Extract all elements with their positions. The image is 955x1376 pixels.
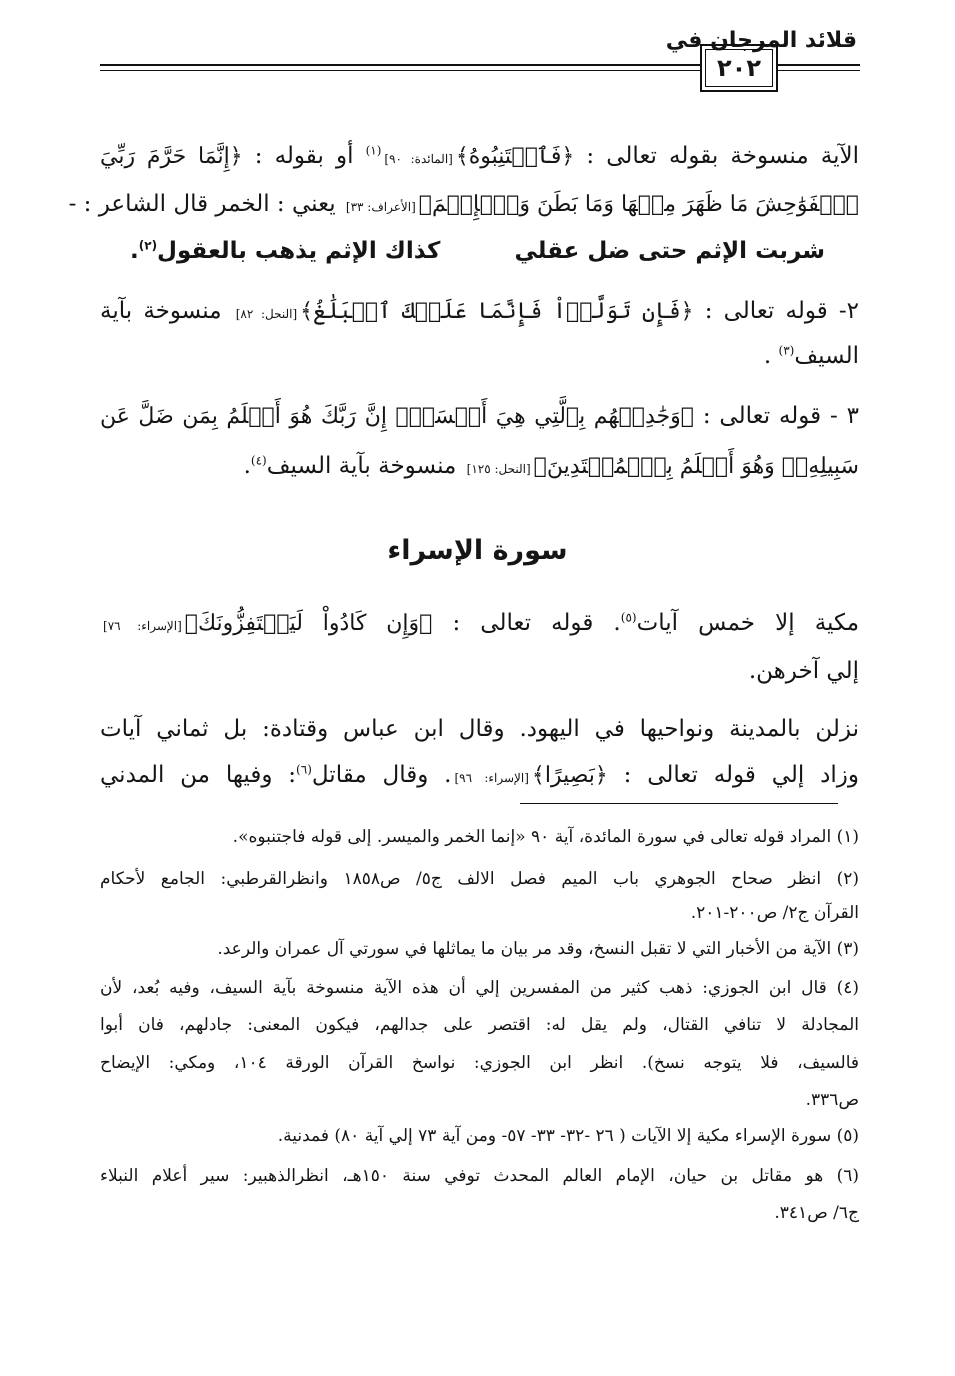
footnote-4-cont: فالسيف، فلا يتوجه نسخ). انظر ابن الجوزي: نواسخ القرآن الورقة ١٠٤، ومكي: الإيضاح	[100, 1053, 859, 1073]
text-run: الآية منسوخة بقوله تعالى :	[586, 143, 860, 169]
footnote-6-cont: ج٦/ ص٣٤١.	[774, 1203, 859, 1223]
page-number-box	[700, 44, 778, 92]
quran-quote: ٱلۡفَوَٰحِشَ مَا ظَهَرَ مِنۡهَا وَمَا بَطَنَ وَٱلۡإِثۡمَ﴾	[418, 192, 859, 217]
verse-reference: [النحل: ١٢٥]	[466, 462, 531, 476]
footnote-3: (٣) الآية من الأخبار التي لا تقبل النسخ، وقد مر بيان ما يماثلها في سورتي آل عمران والرعد.	[217, 939, 859, 959]
running-head-title: قلائد المرجان في	[665, 28, 857, 53]
text-line	[100, 612, 859, 635]
text-run: .	[243, 453, 251, 479]
text-line: إلي آخرهن.	[748, 658, 859, 684]
footnote-5: (٥) سورة الإسراء مكية إلا الآيات ( ٢٦ -٣٢- ٣٣- ٥٧- ومن آية ٧٣ إلي آية ٨٠) فمدنية.	[277, 1126, 859, 1146]
quran-quote: ﴿فَٱجۡتَنِبُوهُ﴾	[455, 144, 575, 169]
verse-reference: [الإسراء: ٧٦]	[103, 619, 182, 633]
hemistich-second	[130, 240, 440, 263]
text-run: ٣ - قوله تعالى :	[702, 403, 859, 429]
text-line	[68, 191, 859, 217]
text-run: منسوخة بآية السيف	[266, 453, 457, 479]
quran-quote: ﴿بَصِيرًا﴾	[531, 763, 608, 788]
footnote-marker: (٦)	[296, 762, 312, 777]
text-run: أو بقوله :	[254, 143, 354, 169]
text-line	[100, 764, 859, 787]
text-run: ٢- قوله تعالى :	[704, 298, 860, 324]
footnote-marker: (١)	[365, 143, 382, 158]
footnote-4: (٤) قال ابن الجوزي: ذهب كثير من المفسرين إلي أن هذه الآية منسوخة بآية السيف، وفيه بُعد، لأن	[100, 978, 859, 998]
text-run: .	[763, 343, 779, 369]
text-line	[100, 145, 859, 168]
footnote-2: (٢) انظر صحاح الجوهري باب الميم فصل الالف ج٥/ ص١٨٥٨ وانظرالقرطبي: الجامع لأحكام	[100, 869, 860, 889]
text-run: وزاد إلي قوله تعالى :	[623, 762, 859, 788]
text-line: نزلن بالمدينة ونواحيها في اليهود. وقال ابن عباس وقتادة: بل ثماني آيات	[100, 716, 859, 742]
footnote-marker: (٥)	[620, 610, 637, 625]
hemistich-first: شربت الإثم حتى ضل عقلي	[514, 238, 825, 264]
text-run: منسوخة بآية	[100, 298, 222, 324]
footnote-4-cont: ص٣٣٦.	[805, 1090, 859, 1110]
text-run: .	[130, 238, 139, 264]
text-run: مكية إلا خمس آيات	[636, 610, 860, 636]
quran-quote: ﴿إِنَّمَا حَرَّمَ رَبِّيَ	[100, 144, 243, 169]
footnote-marker: (٤)	[250, 453, 267, 468]
footnote-separator	[520, 803, 838, 804]
text-line	[100, 300, 859, 323]
text-run: . وقال مقاتل	[311, 762, 452, 788]
verse-reference: [المائدة: ٩٠]	[384, 152, 453, 166]
text-line	[100, 405, 859, 428]
quran-quote: ﴿فَإِن تَوَلَّوۡاْ فَإِنَّمَا عَلَيۡكَ ٱلۡبَلَٰغُ﴾	[300, 299, 694, 324]
verse-reference: [النحل: ٨٢]	[235, 307, 298, 321]
text-run: كذاك الإثم يذهب بالعقول	[157, 238, 441, 264]
footnote-marker: (٢)	[138, 238, 158, 253]
footnote-1: (١) المراد قوله تعالى في سورة المائدة، آية ٩٠ «إنما الخمر والميسر. إلى قوله فاجتنبوه».	[232, 827, 859, 847]
header-rule	[100, 64, 700, 66]
text-line	[100, 345, 859, 368]
footnote-marker: (٣)	[778, 343, 795, 358]
header-rule-right	[778, 64, 860, 66]
quran-quote: ﴿وَجَٰدِلۡهُم بِٱلَّتِي هِيَ أَحۡسَنُۚ إِنَّ رَبَّكَ هُوَ أَعۡلَمُ بِمَن ضَلَّ عَن	[100, 404, 694, 429]
verse-reference: [الأعراف: ٣٣]	[345, 200, 416, 214]
header-rule-thin	[100, 70, 700, 71]
text-run: . قوله تعالى :	[452, 610, 621, 636]
text-run: يعني : الخمر قال الشاعر : -	[68, 191, 336, 217]
page-number: ٢٠٢	[717, 54, 761, 82]
text-line	[100, 455, 859, 478]
footnote-2-cont: القرآن ج٢/ ص٢٠٠-٢٠١.	[690, 903, 859, 923]
header-rule-right-thin	[778, 70, 860, 71]
footnote-4-cont: المجادلة لا تنافي القتال، ولم يقل له: اقتصر على جدالهم، فيكون المعنى: جادلهم، فان أبوا	[100, 1015, 859, 1035]
verse-reference: [الإسراء: ٩٦]	[454, 771, 529, 785]
section-heading: سورة الإسراء	[387, 535, 568, 566]
quran-quote: ﴿وَإِن كَادُواْ لَيَسۡتَفِزُّونَكَ﴾	[184, 611, 433, 636]
footnote-6: (٦) هو مقاتل بن حيان، الإمام العالم المحدث توفي سنة ١٥٠هـ، انظرالذهبير: سير أعلام النبلاء	[100, 1166, 860, 1186]
text-run: : وفيها من المدني	[100, 762, 297, 788]
text-run: السيف	[794, 343, 859, 369]
quran-quote: سَبِيلِهِۦۖ وَهُوَ أَعۡلَمُ بِٱلۡمُهۡتَدِينَ﴾	[533, 454, 859, 479]
